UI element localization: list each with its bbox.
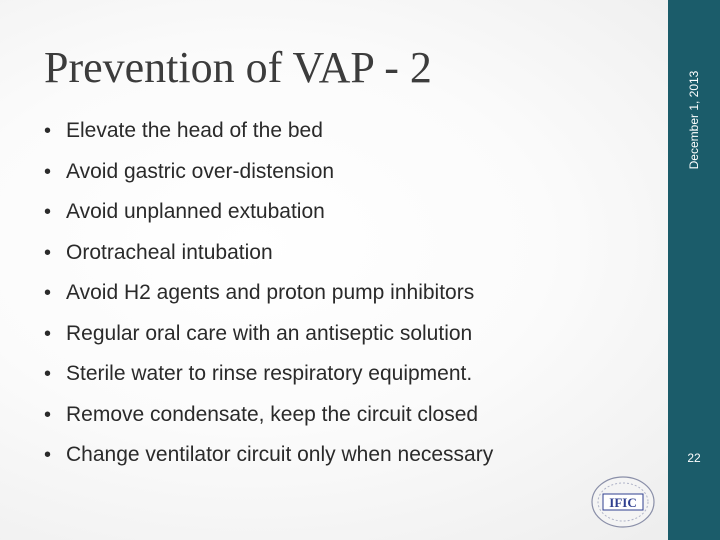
slide-date: December 1, 2013 (687, 70, 701, 170)
bullet-dot: • (44, 444, 52, 466)
ific-logo (591, 475, 655, 529)
bullet-text: Remove condensate, keep the circuit closed (66, 402, 479, 426)
bullet-text: Avoid H2 agents and proton pump inhibitors (66, 281, 475, 304)
bullet-item (44, 192, 493, 233)
slide-title: Prevention of VAP - 2 (44, 43, 432, 92)
bullet-dot: • (44, 201, 52, 223)
bullet-text: Elevate the head of the bed (66, 119, 323, 142)
bullet-text: Sterile water to rinse respiratory equipment. (66, 362, 473, 385)
bullet-item (44, 395, 493, 436)
bullet-dot: • (44, 363, 52, 385)
bullet-dot: • (44, 322, 52, 345)
bullet-item (44, 233, 493, 274)
bullet-dot: • (44, 160, 52, 183)
bullet-text: Avoid unplanned extubation (66, 200, 325, 223)
bullet-dot: • (44, 120, 52, 142)
bullet-item (44, 111, 493, 152)
bullet-dot: • (44, 403, 52, 426)
bullet-item (44, 314, 493, 355)
logo-text: IFIC (609, 495, 637, 510)
bullet-text: Change ventilator circuit only when necessary (66, 443, 494, 466)
bullet-item (44, 435, 493, 476)
bullet-item (44, 273, 493, 314)
page-number: 22 (687, 451, 701, 465)
bullet-item (44, 152, 493, 193)
bullet-text: Regular oral care with an antiseptic solution (66, 321, 473, 345)
bullet-dot: • (44, 282, 52, 304)
bullet-item (44, 354, 493, 395)
bullet-text: Orotracheal intubation (66, 240, 273, 264)
bullet-dot: • (44, 241, 52, 264)
bullet-list (44, 111, 493, 476)
bullet-text: Avoid gastric over-distension (66, 159, 335, 183)
